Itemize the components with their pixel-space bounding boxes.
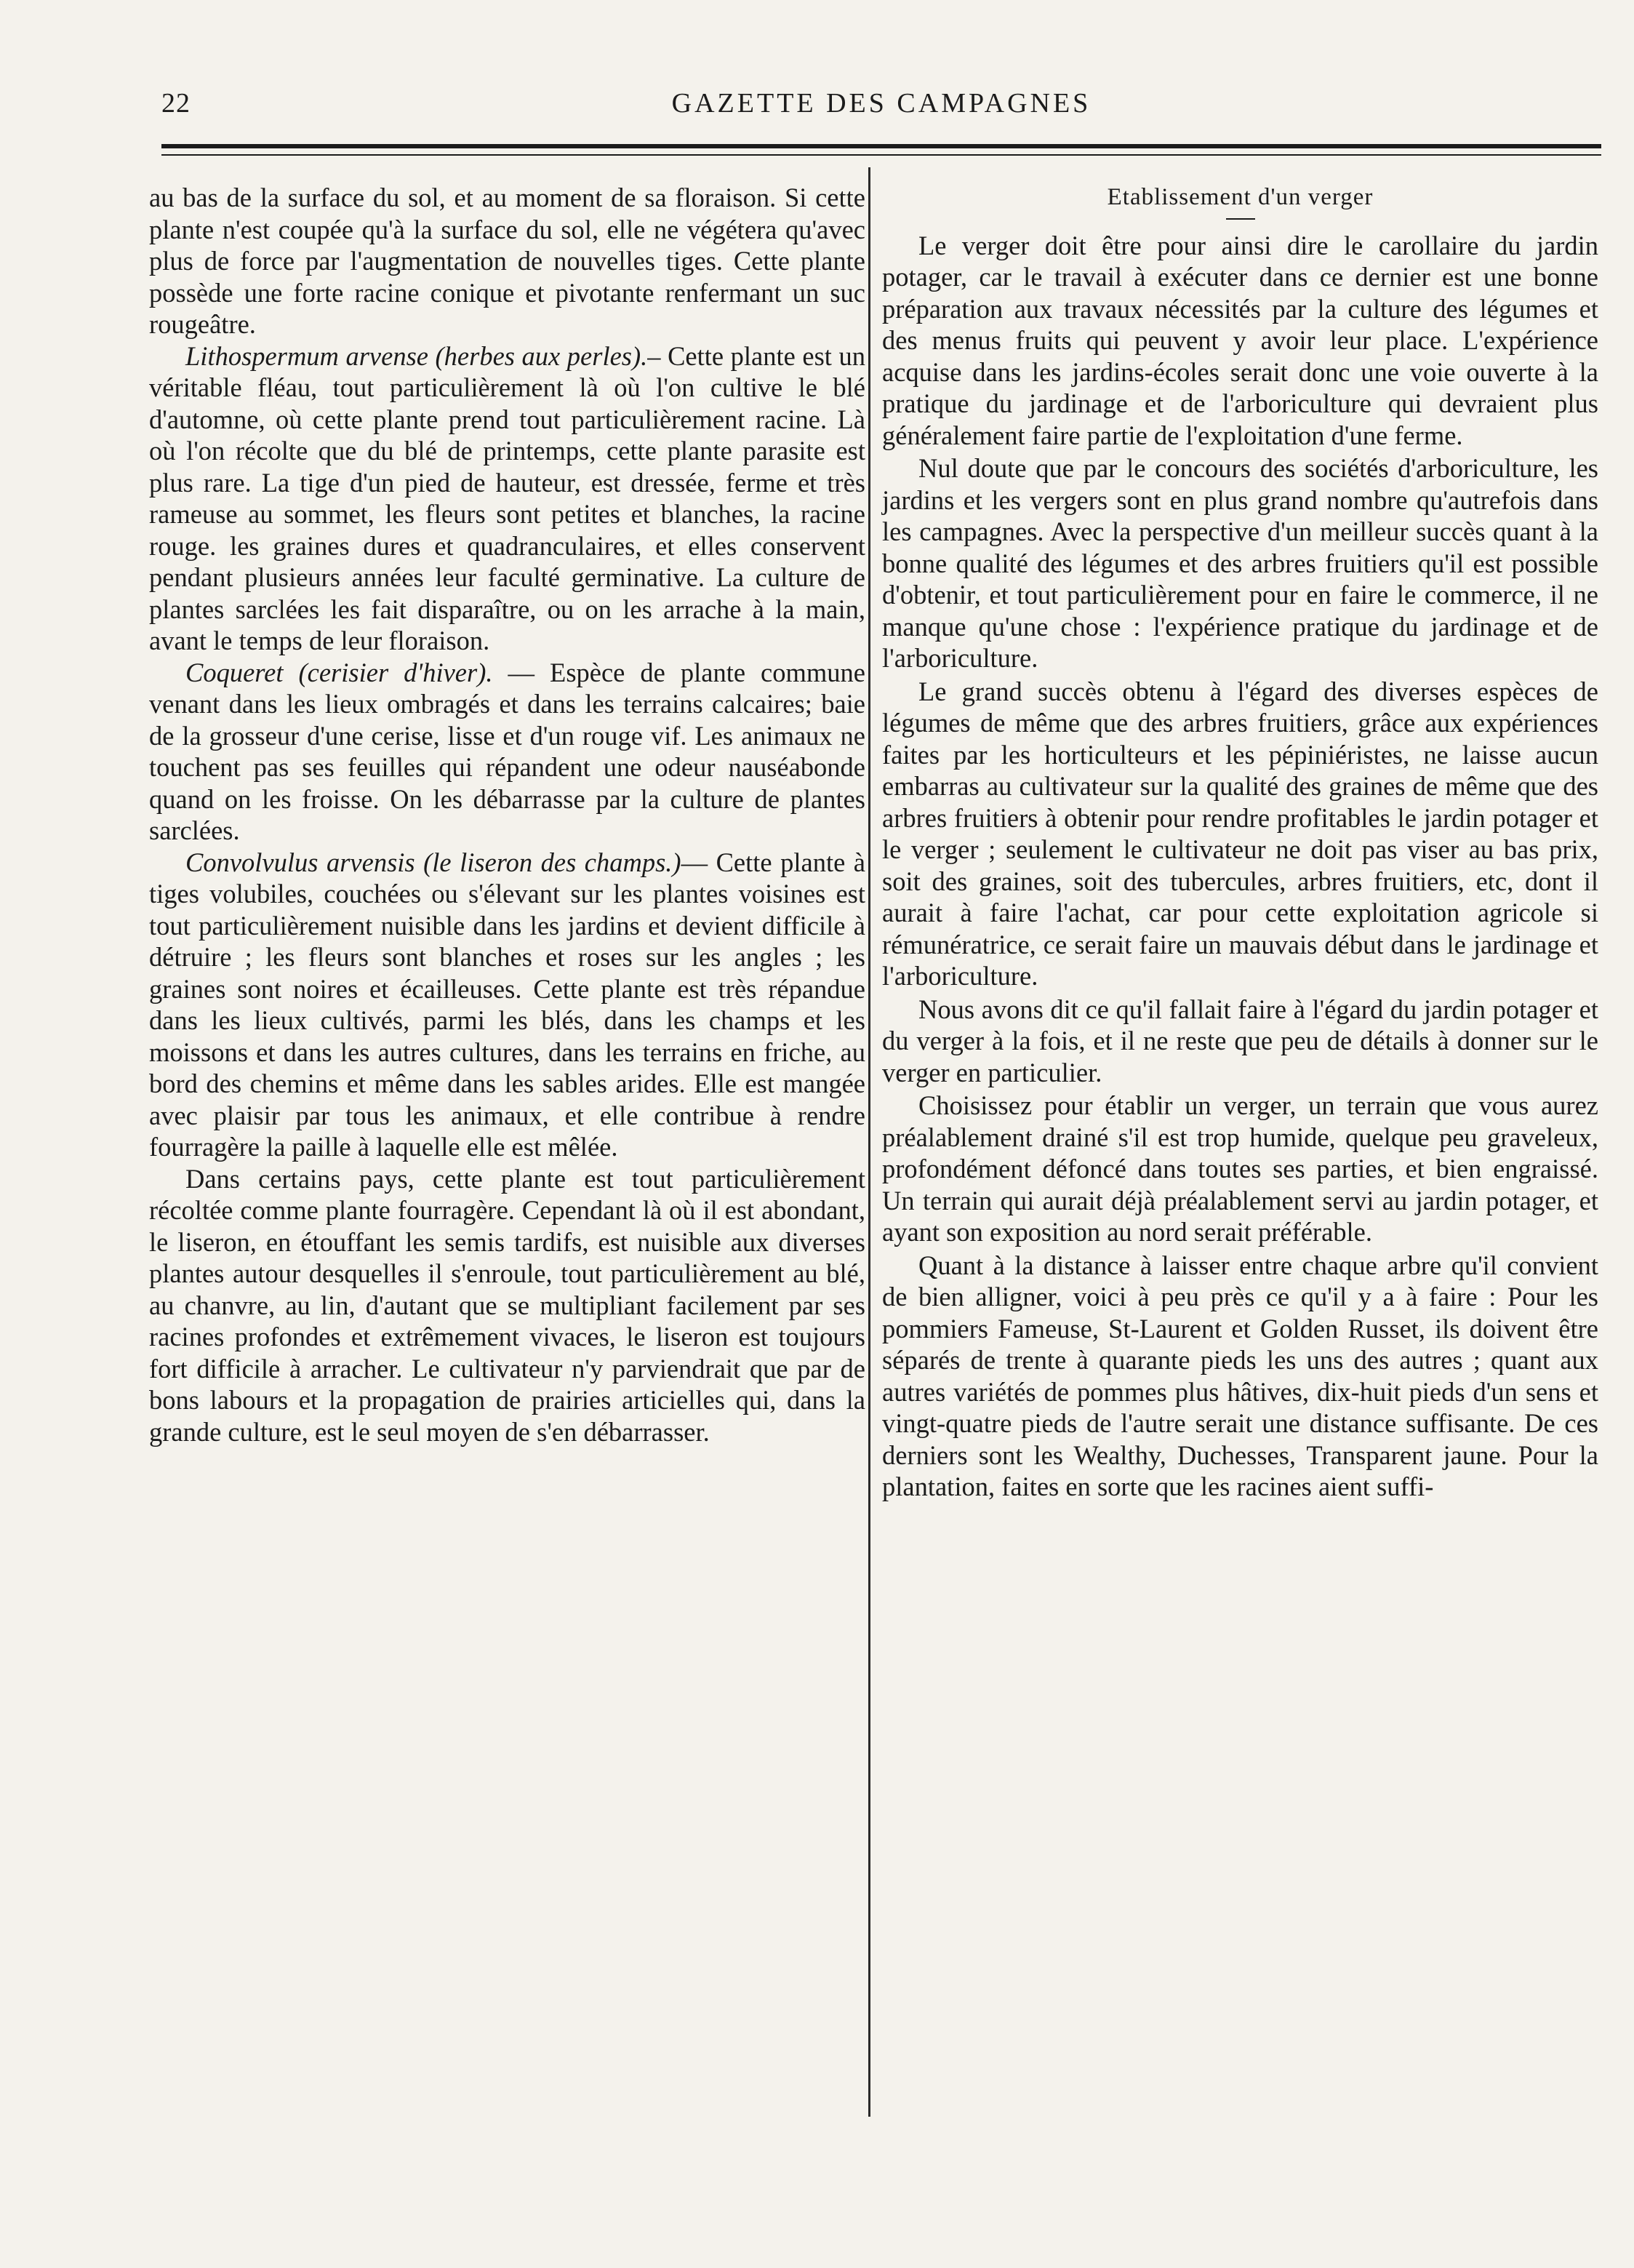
left-column (149, 182, 865, 1448)
paragraph: Nous avons dit ce qu'il fallait faire à l'égard du jardin potager et du verger à la fois, et il ne reste que peu de détails à donner sur le verger en particulier. (882, 994, 1598, 1087)
header-rule-thick (161, 144, 1601, 148)
heading-dash (1226, 218, 1255, 220)
species-name: Lithospermum arvense (herbes aux perles). (185, 340, 648, 371)
paragraph (149, 340, 865, 657)
page-number: 22 (161, 88, 191, 119)
paragraph: Quant à la distance à laisser entre chaque arbre qu'il convient de bien alligner, voici à peu près ce qu'il y a à faire : Pour les pommiers Fameuse, St-Laurent et Golden Russet, ils doivent être séparés de trente à quarante pieds les uns des autres ; quant aux autres variétés de pommes plus hâtives, dix-huit pieds d'un sens et vingt-quatre pieds de l'autre serait une distance suffisante. De ces derniers sont les Wealthy, Duchesses, Transparent jaune. Pour la plantation, faites en sorte que les racines aient suffi- (882, 1250, 1598, 1501)
species-description: — Cette plante à tiges volubiles, couchées ou s'élevant sur les plantes voisines est tout particulièrement nuisible dans les jardins et devient difficile à détruire ; les fleurs sont blanches et roses sur les angles ; les graines sont noires et écailleuses. Cette plante est très répandue dans les lieux cultivés, parmi les blés, dans les champs et les moissons et dans les autres cultures, dans les terrains en friche, au bord des chemins et même dans les sables arides. Elle est mangée avec plaisir par tous les animaux, et elle contribue à rendre fourragère la paille à laquelle elle est mêlée. (149, 847, 865, 1162)
species-description: – Cette plante est un véritable fléau, tout particulièrement là où l'on cultive le blé d'automne, où cette plante prend tout particulièrement racine. Là où l'on récolte que du blé de printemps, cette plante parasite est plus rare. La tige d'un pied de hauteur, est dressée, ferme et très rameuse au sommet, les fleurs sont petites et blanches, la racine rouge. les graines dures et quadranculaires, et elles conservent pendant plusieurs années leur faculté germinative. La culture de plantes sarclées les fait disparaître, ou on les arrache à la main, avant le temps de leur floraison. (149, 340, 865, 655)
header-rule-thin (161, 154, 1601, 156)
column-divider (868, 167, 870, 2117)
species-name: Coqueret (cerisier d'hiver). (185, 657, 493, 687)
paragraph: Dans certains pays, cette plante est tout particulièrement récoltée comme plante fourragère. Cependant là où il est abondant, le liseron, en étouffant les semis tardifs, est nuisible aux diverses plantes autour desquelles il s'enroule, tout particulièrement au blé, au chanvre, au lin, d'autant que se multipliant facilement par ses racines profondes et extrêmement vivaces, le liseron est toujours fort difficile à arracher. Le cultivateur n'y parviendrait que par de bons labours et la propagation de prairies articielles qui, dans la grande culture, est le seul moyen de s'en débarrasser. (149, 1163, 865, 1447)
paragraph (149, 847, 865, 1163)
paragraph: Le verger doit être pour ainsi dire le carollaire du jardin potager, car le travail à exécuter dans ce dernier est une bonne préparation aux travaux nécessités par la culture des légumes et des menus fruits qui peuvent y avoir leur place. L'expérience acquise dans les jardins-écoles serait donc une voie ouverte à la pratique du jardinage et de l'arboriculture qui devraient plus généralement faire partie de l'exploitation d'une ferme. (882, 230, 1598, 450)
paragraph: Choisissez pour établir un verger, un terrain que vous aurez préalablement drainé s'il est trop humide, quelque peu graveleux, profondément défoncé dans toutes ses parties, et bien engraissé. Un terrain qui aurait déjà préalablement servi au jardin potager, et ayant son exposition au nord serait préférable. (882, 1090, 1598, 1247)
paragraph (149, 657, 865, 847)
section-heading: Etablissement d'un verger (1107, 184, 1374, 210)
right-column (882, 182, 1598, 1504)
paragraph: au bas de la surface du sol, et au moment de sa floraison. Si cette plante n'est coupée qu'à la surface du sol, elle ne végétera qu'avec plus de force par l'augmentation de nouvelles tiges. Cette plante possède une forte racine conique et pivotante renfermant un suc rougeâtre. (149, 183, 865, 339)
paragraph: Nul doute que par le concours des sociétés d'arboriculture, les jardins et les vergers sont en plus grand nombre qu'autrefois dans les campagnes. Avec la perspective d'un meilleur succès quant à la bonne qualité des légumes et des arbres fruitiers qu'il est possible d'obtenir, et tout particulièrement pour en faire le commerce, il ne manque qu'une chose : l'expérience pratique du jardinage et de l'arboriculture. (882, 453, 1598, 673)
running-title: GAZETTE DES CAMPAGNES (671, 88, 1092, 119)
species-description: — Espèce de plante commune venant dans les lieux ombragés et dans les terrains calcaires; baie de la grosseur d'une cerise, lisse et d'un rouge vif. Les animaux ne touchent pas ses feuilles qui répandent une odeur nauséabonde quand on les froisse. On les débarrasse par la culture de plantes sarclées. (149, 657, 865, 845)
page-header (161, 81, 1601, 125)
paragraph: Le grand succès obtenu à l'égard des diverses espèces de légumes de même que des arbres fruitiers, grâce aux expériences faites par les horticulteurs et les pépiniéristes, ne laisse aucun embarras au cultivateur sur la qualité des graines de même que des arbres fruitiers à obtenir pour rendre profitables le jardin potager et le verger ; seulement le cultivateur ne doit pas viser au bas prix, soit des graines, soit des tubercules, arbres fruitiers, etc, dont il aurait à faire l'achat, car pour cette exploitation agricole si rémunératrice, ce serait faire un mauvais début dans le jardinage et l'arboriculture. (882, 676, 1598, 991)
species-name: Convolvulus arvensis (le liseron des champs.) (185, 847, 681, 877)
